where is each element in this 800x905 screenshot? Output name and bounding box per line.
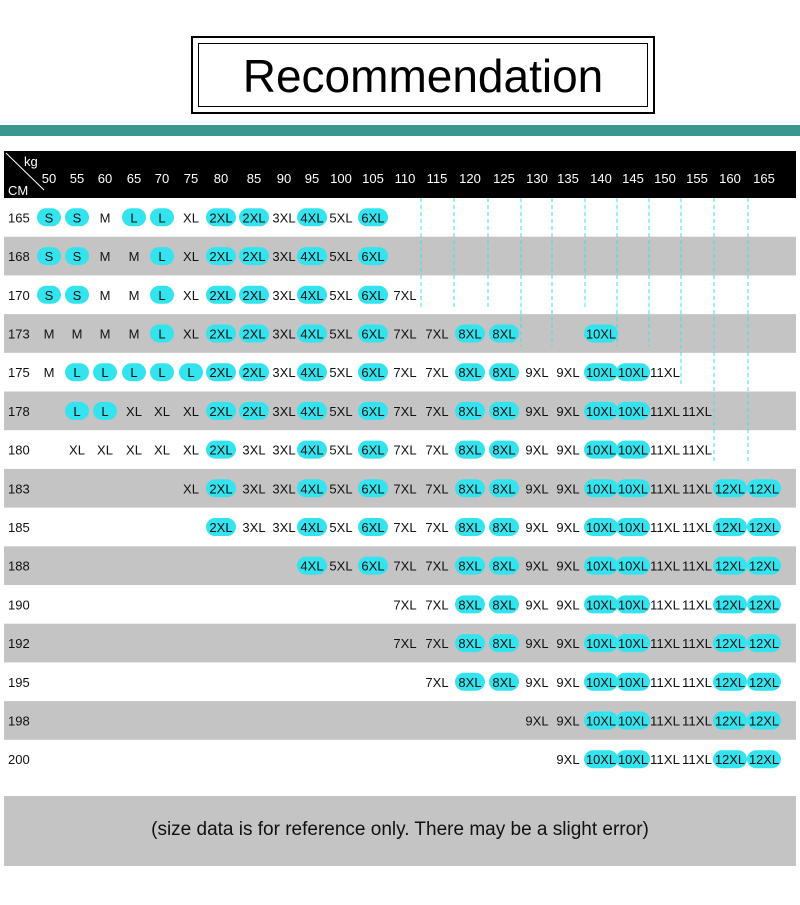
size-cell: 10XL [586,558,616,574]
weight-header: 100 [330,171,352,186]
size-cell: 11XL [650,442,680,458]
size-cell: L [73,403,81,419]
size-cell: 8XL [492,597,516,613]
size-cell: 3XL [272,210,296,226]
size-cell: 8XL [458,481,482,497]
height-label: 200 [8,752,30,768]
height-label: 192 [8,636,30,652]
size-cell: 6XL [361,558,385,574]
size-cell: 3XL [272,403,296,419]
size-cell: 7XL [425,481,449,497]
size-cell: 12XL [749,520,779,535]
size-cell: 11XL [650,597,680,613]
size-cell: S [72,287,82,303]
size-cell: 3XL [272,365,296,381]
size-cell: 10XL [586,365,616,381]
height-label: 183 [8,481,30,497]
size-cell: 11XL [650,636,680,652]
size-cell: 10XL [618,636,648,652]
size-cell: 3XL [272,442,296,458]
size-cell: 8XL [458,442,482,458]
size-cell: 4XL [300,442,324,458]
size-cell: 10XL [586,674,616,690]
weight-header: 115 [426,171,448,186]
size-cell: 6XL [361,249,385,265]
size-cell: 2XL [209,249,233,265]
size-cell: 10XL [618,520,648,535]
size-cell: 12XL [749,752,779,768]
size-cell: 4XL [300,520,324,535]
weight-header: 105 [362,171,384,186]
size-cell: 7XL [393,558,417,574]
size-cell: M [43,326,55,342]
size-cell: 10XL [586,713,616,729]
size-cell: 3XL [272,287,296,303]
weight-header: 155 [686,171,708,186]
weight-header: 70 [154,171,170,186]
size-cell: 3XL [272,481,296,497]
size-cell: 2XL [242,249,266,265]
size-cell: L [158,326,166,342]
size-cell: XL [183,481,199,497]
size-cell: 10XL [586,442,616,458]
size-cell: XL [183,287,199,303]
size-cell: 11XL [682,481,712,497]
size-cell: 8XL [458,674,482,690]
size-cell: 9XL [525,520,549,535]
size-cell: 2XL [242,210,266,226]
weight-header: 75 [183,171,199,186]
size-cell: 6XL [361,442,385,458]
size-cell: 7XL [393,403,417,419]
size-cell: 8XL [492,481,516,497]
size-cell: 10XL [586,636,616,652]
size-cell: 7XL [425,636,449,652]
weight-unit-label: kg [24,154,38,169]
size-cell: 11XL [682,403,712,419]
size-cell: 2XL [209,365,233,381]
size-cell: 9XL [556,713,580,729]
size-cell: 9XL [556,442,580,458]
weight-header: 65 [126,171,142,186]
size-cell: 8XL [492,674,516,690]
size-cell: 10XL [618,713,648,729]
height-label: 190 [8,597,30,613]
size-cell: 9XL [556,674,580,690]
size-cell: 7XL [393,597,417,613]
weight-header: 80 [213,171,229,186]
row-stripe [4,237,796,276]
size-cell: XL [126,403,142,419]
height-label: 175 [8,365,30,381]
size-cell: M [99,287,111,303]
size-cell: 12XL [749,636,779,652]
size-cell: 7XL [425,365,449,381]
size-cell: 11XL [682,558,712,574]
size-cell: 12XL [715,558,745,574]
size-cell: 4XL [300,287,324,303]
size-cell: M [43,365,55,381]
size-cell: 12XL [749,558,779,574]
size-cell: 4XL [300,326,324,342]
weight-header: 90 [276,171,292,186]
reference-note: (size data is for reference only. There may be a slight error) [151,819,649,840]
size-cell: 5XL [329,210,353,226]
size-cell: 8XL [458,597,482,613]
weight-header: 85 [246,171,262,186]
size-cell: 7XL [425,674,449,690]
size-cell: 9XL [525,403,549,419]
size-cell: L [130,365,138,381]
weight-header: 110 [394,171,416,186]
size-cell: 7XL [425,597,449,613]
size-cell: 9XL [525,365,549,381]
size-cell: 4XL [300,558,324,574]
size-cell: 3XL [242,481,266,497]
size-cell: 11XL [682,442,712,458]
size-cell: 6XL [361,365,385,381]
size-cell: 2XL [209,403,233,419]
size-cell: 7XL [393,442,417,458]
size-cell: 10XL [586,520,616,535]
size-cell: 12XL [715,481,745,497]
size-cell: L [158,287,166,303]
size-cell: 2XL [242,287,266,303]
size-cell: 12XL [715,597,745,613]
size-cell: 11XL [682,520,712,535]
size-cell: 2XL [209,442,233,458]
height-label: 185 [8,520,30,535]
size-cell: 5XL [329,403,353,419]
size-cell: 10XL [618,558,648,574]
size-cell: 10XL [618,674,648,690]
size-cell: L [158,210,166,226]
size-cell: 11XL [650,520,680,535]
size-cell: 4XL [300,481,324,497]
size-cell: 7XL [425,326,449,342]
size-cell: 12XL [715,713,745,729]
size-cell: 8XL [492,365,516,381]
size-cell: 10XL [618,752,648,768]
size-cell: 11XL [682,752,712,768]
size-cell: 10XL [586,326,616,342]
size-cell: 10XL [618,365,648,381]
size-cell: S [44,287,54,303]
weight-header: 165 [753,171,775,186]
size-cell: 8XL [458,326,482,342]
size-cell: 4XL [300,210,324,226]
size-cell: 5XL [329,249,353,265]
size-cell: 7XL [425,442,449,458]
size-cell: 8XL [458,636,482,652]
height-unit-label: CM [8,183,29,198]
size-cell: 10XL [586,752,616,768]
size-cell: 11XL [650,365,680,381]
size-cell: XL [183,403,199,419]
size-cell: 12XL [715,636,745,652]
size-cell: 3XL [242,520,266,535]
weight-header: 130 [526,171,548,186]
size-cell: 11XL [682,636,712,652]
size-cell: M [99,249,111,265]
size-cell: 9XL [525,674,549,690]
size-cell: 12XL [749,481,779,497]
size-cell: 6XL [361,210,385,226]
size-cell: L [187,365,195,381]
size-cell: 4XL [300,365,324,381]
size-cell: 9XL [556,597,580,613]
size-cell: 2XL [242,403,266,419]
size-cell: 9XL [556,752,580,768]
size-cell: 8XL [492,442,516,458]
height-label: 180 [8,442,30,458]
size-cell: 2XL [209,326,233,342]
size-cell: 2XL [209,210,233,226]
size-cell: 5XL [329,287,353,303]
size-cell: 3XL [272,249,296,265]
size-cell: 8XL [458,365,482,381]
size-cell: 11XL [682,713,712,729]
size-cell: XL [97,442,113,458]
size-cell: 11XL [650,481,680,497]
size-cell: 10XL [586,403,616,419]
size-cell: 6XL [361,326,385,342]
size-cell: 8XL [492,558,516,574]
weight-header: 140 [590,171,612,186]
size-cell: L [130,210,138,226]
height-label: 188 [8,558,30,574]
size-cell: 5XL [329,558,353,574]
height-label: 173 [8,326,30,342]
height-label: 165 [8,210,30,226]
size-cell: 9XL [556,636,580,652]
height-label: 170 [8,287,30,303]
size-cell: 5XL [329,442,353,458]
size-cell: 9XL [556,520,580,535]
weight-header: 135 [557,171,579,186]
weight-header: 60 [97,171,113,186]
size-cell: 6XL [361,403,385,419]
size-cell: XL [183,249,199,265]
size-cell: 5XL [329,520,353,535]
weight-header: 55 [69,171,85,186]
height-label: 195 [8,674,30,690]
size-cell: XL [69,442,85,458]
weight-header: 95 [304,171,320,186]
size-cell: 9XL [556,403,580,419]
size-cell: M [128,326,140,342]
size-cell: 8XL [458,558,482,574]
size-cell: M [99,326,111,342]
size-cell: M [128,287,140,303]
size-cell: 4XL [300,403,324,419]
size-cell: 12XL [715,674,745,690]
size-cell: L [158,249,166,265]
size-cell: 8XL [492,403,516,419]
size-cell: 11XL [650,674,680,690]
size-cell: 7XL [425,403,449,419]
size-cell: 6XL [361,520,385,535]
size-cell: 9XL [525,481,549,497]
size-cell: 7XL [393,287,417,303]
size-cell: XL [154,442,170,458]
size-cell: L [101,365,109,381]
size-cell: 11XL [682,674,712,690]
size-cell: 2XL [209,520,233,535]
weight-header: 120 [459,171,481,186]
size-cell: 6XL [361,481,385,497]
size-cell: XL [183,442,199,458]
height-label: 168 [8,249,30,265]
weight-header: 125 [493,171,515,186]
size-cell: 10XL [618,442,648,458]
size-cell: 7XL [393,520,417,535]
size-cell: 9XL [556,558,580,574]
size-cell: 9XL [556,481,580,497]
size-cell: 2XL [242,365,266,381]
size-cell: 9XL [525,597,549,613]
size-cell: S [44,210,54,226]
size-cell: XL [154,403,170,419]
size-cell: M [128,249,140,265]
size-cell: 10XL [618,481,648,497]
size-cell: 10XL [618,403,648,419]
size-cell: 12XL [715,520,745,535]
size-cell: S [72,249,82,265]
size-cell: L [101,403,109,419]
size-cell: 2XL [209,481,233,497]
weight-header: 150 [654,171,676,186]
size-cell: 7XL [393,326,417,342]
size-cell: L [73,365,81,381]
size-cell: 8XL [492,326,516,342]
size-cell: 3XL [272,326,296,342]
size-cell: 10XL [586,597,616,613]
size-cell: L [158,365,166,381]
page-title: Recommendation [242,50,604,102]
height-label: 178 [8,403,30,419]
size-cell: 10XL [586,481,616,497]
size-cell: 9XL [525,442,549,458]
size-cell: 6XL [361,287,385,303]
size-cell: 12XL [749,674,779,690]
size-cell: 11XL [682,597,712,613]
size-cell: 9XL [556,365,580,381]
weight-header: 50 [41,171,57,186]
size-cell: 9XL [525,558,549,574]
size-cell: XL [126,442,142,458]
size-cell: 7XL [393,365,417,381]
size-cell: 11XL [650,403,680,419]
size-cell: 5XL [329,481,353,497]
size-cell: 2XL [209,287,233,303]
size-cell: XL [183,326,199,342]
size-cell: 8XL [492,520,516,535]
size-cell: 11XL [650,558,680,574]
size-cell: 10XL [618,597,648,613]
size-cell: 7XL [393,636,417,652]
size-cell: 7XL [425,520,449,535]
note-box [4,796,796,866]
size-cell: 12XL [749,713,779,729]
size-cell: 11XL [650,713,680,729]
size-cell: 2XL [242,326,266,342]
size-cell: 3XL [242,442,266,458]
size-cell: S [44,249,54,265]
size-cell: 4XL [300,249,324,265]
size-cell: 8XL [458,520,482,535]
size-cell: 7XL [393,481,417,497]
weight-header: 160 [719,171,741,186]
size-cell: XL [183,210,199,226]
size-cell: 9XL [525,713,549,729]
weight-header: 145 [622,171,644,186]
size-cell: 8XL [458,403,482,419]
size-cell: 12XL [749,597,779,613]
size-cell: 3XL [272,520,296,535]
height-label: 198 [8,713,30,729]
size-cell: 5XL [329,365,353,381]
size-cell: M [99,210,111,226]
size-cell: 5XL [329,326,353,342]
size-cell: 8XL [492,636,516,652]
size-cell: 9XL [525,636,549,652]
size-cell: 11XL [650,752,680,768]
size-cell: 7XL [425,558,449,574]
size-cell: M [71,326,83,342]
size-cell: 12XL [715,752,745,768]
size-cell: S [72,210,82,226]
